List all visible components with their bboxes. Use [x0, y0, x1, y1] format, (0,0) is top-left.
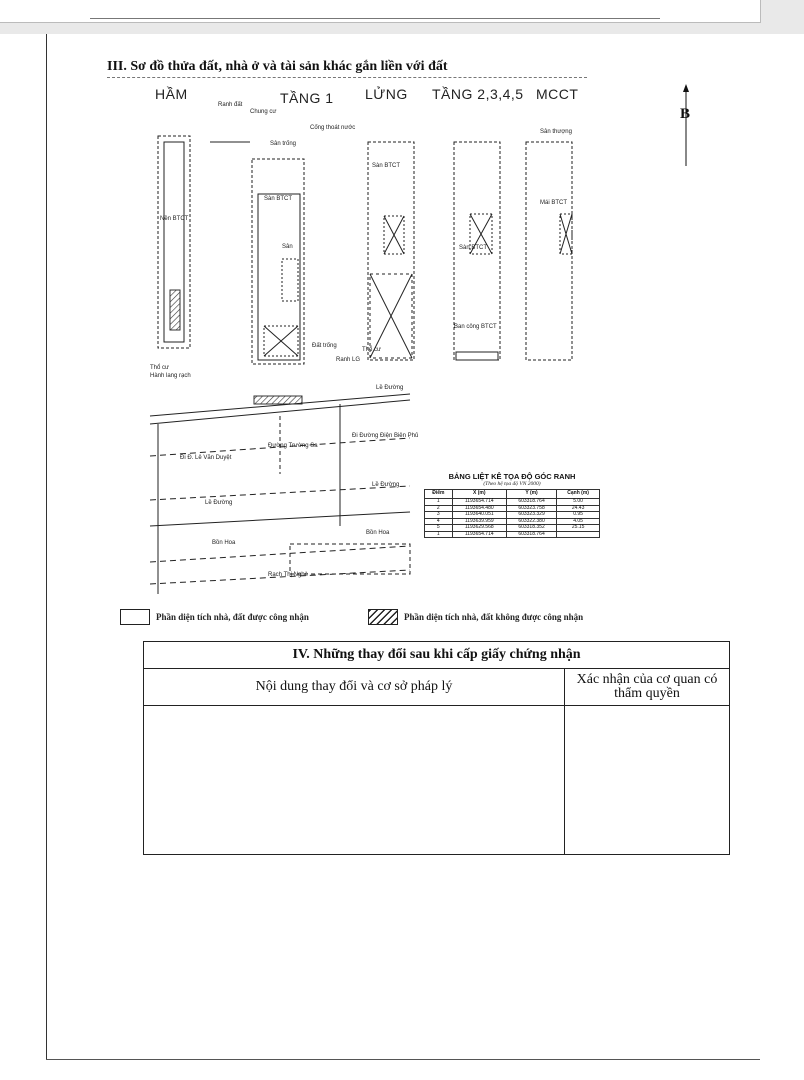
- coord-header: Y (m): [506, 490, 556, 499]
- north-arrow-icon: [680, 84, 696, 174]
- coord-cell: 1193639.959: [452, 518, 506, 525]
- floor-label-upper: TẦNG 2,3,4,5: [432, 86, 524, 102]
- coord-cell: 1: [425, 531, 453, 538]
- coord-cell: 5.00: [557, 499, 600, 506]
- section3-heading: III. Sơ đồ thửa đất, nhà ở và tài sản khác gắn liền với đất: [107, 59, 448, 74]
- document-page: [0, 34, 804, 1080]
- label-ranh-dat: Ranh đất: [218, 102, 243, 108]
- floor-label-basement: HẦM: [155, 86, 188, 102]
- label-bon-hoa-2: Bồn Hoa: [366, 530, 390, 536]
- coord-cell: 603323.758: [506, 505, 556, 512]
- coord-header: Điểm: [425, 490, 453, 499]
- label-ban-cong: Ban công BTCT: [454, 324, 497, 330]
- label-le-duong-2: Lề Đường: [372, 482, 400, 488]
- legend-swatch-blank: [120, 609, 150, 625]
- coord-cell: 603322.380: [506, 518, 556, 525]
- label-di-le-van-duyet: Đi Đ. Lê Văn Duyệt: [180, 455, 232, 461]
- label-san-thuong: Sân thượng: [540, 129, 572, 135]
- label-rach: Rạch Thị Nghè: [268, 572, 308, 578]
- label-tho-cu: Thổ cư: [362, 347, 382, 353]
- label-tho-cu-2: Thổ cư: [150, 365, 170, 371]
- content-cell: [144, 706, 565, 854]
- ground-floor-outline: [252, 159, 304, 364]
- mezzanine-outline: [368, 142, 414, 360]
- coord-header: Cạnh (m): [557, 490, 600, 499]
- coord-cell: 25.15: [557, 525, 600, 532]
- changes-table-body: [144, 706, 729, 854]
- floor-label-ground: TẦNG 1: [280, 90, 334, 106]
- legend-swatch-hatched: [368, 609, 398, 625]
- coord-cell: 1193654.714: [452, 499, 506, 506]
- label-chung-cu: Chung cư: [250, 109, 277, 115]
- coord-cell: 5: [425, 525, 453, 532]
- coord-cell: 1193640.051: [452, 512, 506, 519]
- coord-cell: 4.05: [557, 518, 600, 525]
- coord-cell: 603323.329: [506, 512, 556, 519]
- label-san-btct: Sàn BTCT: [264, 196, 293, 202]
- coord-cell: [557, 531, 600, 538]
- coord-cell: 24.43: [557, 505, 600, 512]
- col-content-header: Nội dung thay đổi và cơ sở pháp lý: [144, 669, 565, 705]
- previous-page-edge: [0, 0, 761, 23]
- confirm-cell: [565, 706, 729, 854]
- divider: [107, 77, 587, 78]
- coord-cell: 1193654.480: [452, 505, 506, 512]
- legend-label: Phần diện tích nhà, đất không được công nhận: [404, 612, 584, 622]
- coordinate-table-subtitle: (Theo hệ tọa độ VN 2000): [483, 481, 541, 487]
- coord-cell: 1193654.714: [452, 531, 506, 538]
- label-le-duong-3: Lề Đường: [205, 500, 233, 506]
- legend-label: Phần diện tích nhà, đất được công nhận: [156, 612, 309, 622]
- label-dat-trong: Đất trống: [312, 343, 337, 349]
- label-hanh-lang-rach: Hành lang rạch: [150, 373, 191, 379]
- label-san-btct-mezz: Sàn BTCT: [372, 163, 401, 169]
- margin-line: [46, 34, 47, 1060]
- label-cong-thoat-nuoc: Cống thoát nước: [310, 125, 356, 131]
- changes-table-header: [144, 669, 729, 706]
- label-duong: Đường Trường Sa: [268, 443, 318, 449]
- north-letter: B: [680, 106, 691, 122]
- coordinate-table-title: BẢNG LIỆT KÊ TỌA ĐỘ GÓC RANH: [448, 472, 576, 481]
- floor-label-roof: MCCT: [536, 86, 579, 102]
- table-row: [425, 531, 600, 538]
- label-di-dien-bien-phu: Đi Đường Điện Biên Phủ: [352, 433, 419, 439]
- label-nen-btct: Nền BTCT: [160, 216, 189, 222]
- legend-recognized: [120, 609, 309, 625]
- coord-cell: 3: [425, 512, 453, 519]
- label-san-btct-upper: Sàn BTCT: [459, 245, 488, 251]
- coordinate-table: [424, 472, 600, 538]
- label-ranh-lg: Ranh LG: [336, 357, 361, 363]
- col-confirm-header: Xác nhận của cơ quan có thẩm quyền: [576, 672, 718, 701]
- label-san-trong: Sân trống: [270, 141, 297, 147]
- roof-outline: [526, 142, 572, 360]
- label-mai-btct: Mái BTCT: [540, 200, 567, 206]
- label-le-duong: Lề Đường: [376, 385, 404, 391]
- changes-table: [143, 641, 730, 855]
- divider: [90, 18, 660, 19]
- section4-title: IV. Những thay đổi sau khi cấp giấy chứng nhận: [144, 642, 729, 669]
- divider: [46, 1059, 760, 1060]
- coord-cell: 1193629.568: [452, 525, 506, 532]
- coord-cell: 1: [425, 499, 453, 506]
- coord-cell: 4: [425, 518, 453, 525]
- label-san: Sân: [282, 244, 293, 250]
- coord-cell: 603318.352: [506, 525, 556, 532]
- coord-cell: 0.95: [557, 512, 600, 519]
- coord-cell: 603318.764: [506, 531, 556, 538]
- coord-cell: 2: [425, 505, 453, 512]
- coord-cell: 603318.764: [506, 499, 556, 506]
- floor-label-mezzanine: LỬNG: [365, 86, 408, 102]
- label-bon-hoa: Bồn Hoa: [212, 540, 236, 546]
- coord-header: X (m): [452, 490, 506, 499]
- legend-not-recognized: [368, 609, 583, 625]
